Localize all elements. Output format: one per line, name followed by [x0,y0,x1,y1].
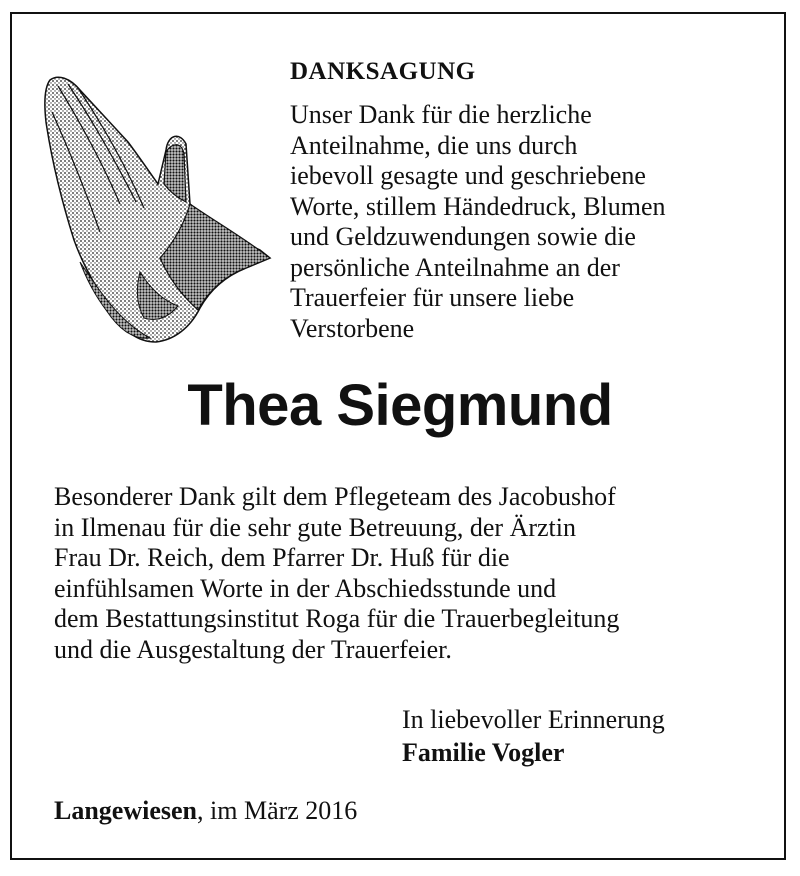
date-text: , im März 2016 [197,796,358,825]
closing-text: In liebevoller Erinnerung [402,705,665,734]
body-line: dem Bestattungsinstitut Roga für die Trauerbegleitung [54,604,620,633]
body-line: in Ilmenau für die sehr gute Betreuung, der Ärztin [54,512,576,542]
praying-hands-icon [40,72,272,348]
body-line: Besonderer Dank gilt dem Pflegeteam des Jacobushof [54,482,616,511]
intro-line: und Geldzuwendungen sowie die [290,222,636,251]
intro-line: Trauerfeier für unsere liebe [290,283,575,312]
intro-line: Verstorbene [290,313,415,343]
place-date-line [54,796,357,826]
signature: Familie Vogler [402,738,565,767]
intro-line: Worte, stillem Händedruck, Blumen [290,191,666,221]
intro-line: Anteilnahme, die uns durch [290,130,578,160]
intro-line: persönliche Anteilnahme an der [290,252,620,282]
intro-line: Unser Dank für die herzliche [290,100,592,129]
intro-line: iebevoll gesagte und geschriebene [290,161,646,190]
body-line: Frau Dr. Reich, dem Pfarrer Dr. Huß für die [54,543,510,572]
place-name: Langewiesen [54,796,197,825]
body-line: einfühlsamen Worte in der Abschiedsstunde und [54,573,557,603]
intro-text [290,100,770,344]
body-line: und die Ausgestaltung der Trauerfeier. [54,634,452,664]
notice-heading: DANKSAGUNG [290,58,476,85]
deceased-name: Thea Siegmund [187,373,613,438]
body-text [54,482,774,665]
